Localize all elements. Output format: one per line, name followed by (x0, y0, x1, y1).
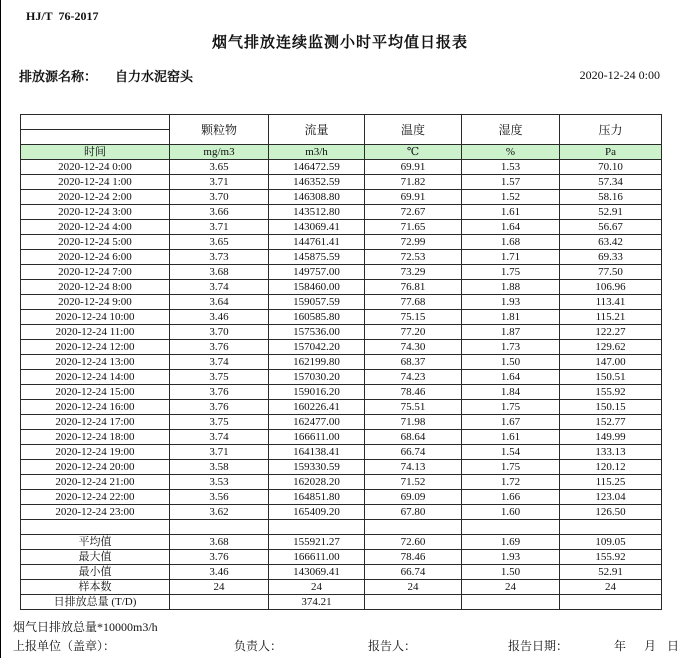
report-table (20, 114, 662, 610)
time-header-cell: 时间 (21, 145, 170, 160)
row-time-cell: 2020-12-24 9:00 (21, 295, 170, 310)
unit-header-cell: mg/m3 (170, 145, 269, 160)
row-value-cell: 3.76 (170, 400, 269, 415)
table-header (21, 115, 662, 160)
summary-value-cell: 3.68 (170, 535, 269, 550)
row-value-cell: 1.71 (462, 250, 560, 265)
row-time-cell: 2020-12-24 3:00 (21, 205, 170, 220)
table-row (21, 205, 662, 220)
table-row (21, 415, 662, 430)
summary-label-cell: 最小值 (21, 565, 170, 580)
corner-cell-top (21, 115, 170, 130)
pollutant-header-row (21, 115, 662, 130)
pollutant-header-cell: 颗粒物 (170, 115, 269, 145)
row-value-cell: 68.37 (365, 355, 462, 370)
row-value-cell: 67.80 (365, 505, 462, 520)
summary-label-cell: 样本数 (21, 580, 170, 595)
spacer-row (21, 520, 662, 535)
row-time-cell: 2020-12-24 22:00 (21, 490, 170, 505)
row-value-cell: 1.66 (462, 490, 560, 505)
row-value-cell: 56.67 (560, 220, 662, 235)
row-value-cell: 160226.41 (269, 400, 365, 415)
row-value-cell: 162199.80 (269, 355, 365, 370)
row-value-cell: 157030.20 (269, 370, 365, 385)
standard-code: HJ/T 76-2017 (26, 9, 99, 23)
row-value-cell: 57.34 (560, 175, 662, 190)
summary-label-cell: 平均值 (21, 535, 170, 550)
row-value-cell: 75.51 (365, 400, 462, 415)
row-value-cell: 122.27 (560, 325, 662, 340)
row-value-cell: 1.68 (462, 235, 560, 250)
row-value-cell: 155.92 (560, 385, 662, 400)
spacer-cell (560, 520, 662, 535)
summary-value-cell: 155.92 (560, 550, 662, 565)
row-value-cell: 3.53 (170, 475, 269, 490)
row-time-cell: 2020-12-24 5:00 (21, 235, 170, 250)
summary-value-cell: 374.21 (269, 595, 365, 610)
row-value-cell: 3.74 (170, 280, 269, 295)
row-value-cell: 3.71 (170, 175, 269, 190)
row-time-cell: 2020-12-24 21:00 (21, 475, 170, 490)
row-value-cell: 71.98 (365, 415, 462, 430)
row-value-cell: 123.04 (560, 490, 662, 505)
summary-value-cell: 66.74 (365, 565, 462, 580)
row-value-cell: 71.52 (365, 475, 462, 490)
row-value-cell: 1.60 (462, 505, 560, 520)
row-value-cell: 115.25 (560, 475, 662, 490)
row-time-cell: 2020-12-24 19:00 (21, 445, 170, 460)
row-value-cell: 3.75 (170, 370, 269, 385)
row-value-cell: 3.46 (170, 310, 269, 325)
row-time-cell: 2020-12-24 20:00 (21, 460, 170, 475)
day-label: 日 (667, 639, 679, 653)
summary-value-cell: 1.93 (462, 550, 560, 565)
summary-label-cell: 日排放总量 (T/D) (21, 595, 170, 610)
row-value-cell: 1.72 (462, 475, 560, 490)
row-value-cell: 150.15 (560, 400, 662, 415)
summary-value-cell: 143069.41 (269, 565, 365, 580)
summary-value-cell: 109.05 (560, 535, 662, 550)
row-time-cell: 2020-12-24 14:00 (21, 370, 170, 385)
reporter-label: 报告人： (368, 639, 417, 653)
row-value-cell: 70.10 (560, 160, 662, 175)
row-value-cell: 69.91 (365, 160, 462, 175)
row-value-cell: 1.64 (462, 220, 560, 235)
row-value-cell: 77.50 (560, 265, 662, 280)
row-value-cell: 74.23 (365, 370, 462, 385)
row-value-cell: 1.53 (462, 160, 560, 175)
summary-row (21, 550, 662, 565)
report-datetime: 2020-12-24 0:00 (579, 68, 660, 82)
summary-row (21, 595, 662, 610)
row-value-cell: 164851.80 (269, 490, 365, 505)
summary-value-cell (462, 595, 560, 610)
row-value-cell: 1.50 (462, 355, 560, 370)
pollutant-header-cell: 流量 (269, 115, 365, 145)
row-value-cell: 145875.59 (269, 250, 365, 265)
row-time-cell: 2020-12-24 8:00 (21, 280, 170, 295)
summary-row (21, 580, 662, 595)
table-row (21, 460, 662, 475)
row-value-cell: 166611.00 (269, 430, 365, 445)
year-label: 年 (614, 639, 627, 653)
table-row (21, 355, 662, 370)
summary-value-cell (170, 595, 269, 610)
row-value-cell: 3.76 (170, 385, 269, 400)
emission-source-line (19, 66, 193, 85)
row-value-cell: 1.67 (462, 415, 560, 430)
row-value-cell: 160585.80 (269, 310, 365, 325)
row-value-cell: 159057.59 (269, 295, 365, 310)
row-value-cell: 3.68 (170, 265, 269, 280)
row-value-cell: 159330.59 (269, 460, 365, 475)
summary-value-cell: 24 (365, 580, 462, 595)
row-value-cell: 165409.20 (269, 505, 365, 520)
table-row (21, 475, 662, 490)
table-row (21, 280, 662, 295)
summary-value-cell: 24 (462, 580, 560, 595)
report-date-label: 报告日期： (508, 639, 569, 653)
row-value-cell: 74.30 (365, 340, 462, 355)
row-value-cell: 158460.00 (269, 280, 365, 295)
row-value-cell: 3.70 (170, 190, 269, 205)
row-value-cell: 1.57 (462, 175, 560, 190)
row-value-cell: 149.99 (560, 430, 662, 445)
emission-source-name: 自力水泥窑头 (115, 69, 194, 84)
row-value-cell: 143069.41 (269, 220, 365, 235)
summary-value-cell: 1.69 (462, 535, 560, 550)
footer-note: 烟气日排放总量*10000m3/h (13, 620, 158, 634)
row-value-cell: 3.58 (170, 460, 269, 475)
table-row (21, 250, 662, 265)
row-value-cell: 1.52 (462, 190, 560, 205)
summary-value-cell: 24 (170, 580, 269, 595)
summary-rows (21, 520, 662, 610)
summary-value-cell: 3.76 (170, 550, 269, 565)
row-value-cell: 3.74 (170, 430, 269, 445)
row-time-cell: 2020-12-24 2:00 (21, 190, 170, 205)
row-value-cell: 3.74 (170, 355, 269, 370)
row-value-cell: 106.96 (560, 280, 662, 295)
table-row (21, 430, 662, 445)
row-value-cell: 72.53 (365, 250, 462, 265)
spacer-cell (269, 520, 365, 535)
row-value-cell: 157536.00 (269, 325, 365, 340)
summary-value-cell: 3.46 (170, 565, 269, 580)
row-value-cell: 133.13 (560, 445, 662, 460)
row-value-cell: 162477.00 (269, 415, 365, 430)
summary-value-cell (560, 595, 662, 610)
row-value-cell: 1.61 (462, 430, 560, 445)
row-value-cell: 1.54 (462, 445, 560, 460)
row-value-cell: 1.84 (462, 385, 560, 400)
summary-value-cell: 1.50 (462, 565, 560, 580)
row-time-cell: 2020-12-24 6:00 (21, 250, 170, 265)
spacer-cell (21, 520, 170, 535)
row-value-cell: 71.65 (365, 220, 462, 235)
page-title: 烟气排放连续监测小时平均值日报表 (211, 35, 468, 51)
row-time-cell: 2020-12-24 11:00 (21, 325, 170, 340)
row-value-cell: 146472.59 (269, 160, 365, 175)
row-value-cell: 3.66 (170, 205, 269, 220)
row-value-cell: 71.82 (365, 175, 462, 190)
row-value-cell: 77.68 (365, 295, 462, 310)
table-row (21, 265, 662, 280)
row-value-cell: 66.74 (365, 445, 462, 460)
spacer-cell (365, 520, 462, 535)
table-row (21, 220, 662, 235)
row-value-cell: 3.64 (170, 295, 269, 310)
row-value-cell: 1.61 (462, 205, 560, 220)
summary-value-cell: 72.60 (365, 535, 462, 550)
unit-header-cell: Pa (560, 145, 662, 160)
unit-header-cell: ℃ (365, 145, 462, 160)
row-value-cell: 1.73 (462, 340, 560, 355)
row-value-cell: 146352.59 (269, 175, 365, 190)
unit-header-cell: % (462, 145, 560, 160)
row-value-cell: 1.81 (462, 310, 560, 325)
row-value-cell: 126.50 (560, 505, 662, 520)
table-row (21, 160, 662, 175)
row-time-cell: 2020-12-24 18:00 (21, 430, 170, 445)
row-value-cell: 1.87 (462, 325, 560, 340)
row-time-cell: 2020-12-24 4:00 (21, 220, 170, 235)
summary-value-cell (365, 595, 462, 610)
row-value-cell: 74.13 (365, 460, 462, 475)
row-value-cell: 3.56 (170, 490, 269, 505)
pollutant-header-cell: 湿度 (462, 115, 560, 145)
row-value-cell: 3.71 (170, 220, 269, 235)
table-row (21, 505, 662, 520)
row-time-cell: 2020-12-24 7:00 (21, 265, 170, 280)
row-value-cell: 69.09 (365, 490, 462, 505)
row-value-cell: 72.99 (365, 235, 462, 250)
row-value-cell: 68.64 (365, 430, 462, 445)
pollutant-header-cell: 压力 (560, 115, 662, 145)
summary-row (21, 535, 662, 550)
summary-value-cell: 52.91 (560, 565, 662, 580)
row-value-cell: 3.71 (170, 445, 269, 460)
emission-source-label: 排放源名称： (19, 69, 98, 84)
row-value-cell: 69.91 (365, 190, 462, 205)
row-value-cell: 3.70 (170, 325, 269, 340)
table-row (21, 445, 662, 460)
corner-cell-bottom (21, 130, 170, 145)
data-rows (21, 160, 662, 520)
row-value-cell: 164138.41 (269, 445, 365, 460)
row-value-cell: 77.20 (365, 325, 462, 340)
row-value-cell: 129.62 (560, 340, 662, 355)
row-value-cell: 1.75 (462, 460, 560, 475)
summary-row (21, 565, 662, 580)
row-value-cell: 1.64 (462, 370, 560, 385)
summary-label-cell: 最大值 (21, 550, 170, 565)
row-value-cell: 113.41 (560, 295, 662, 310)
units-header-row (21, 145, 662, 160)
row-value-cell: 52.91 (560, 205, 662, 220)
row-value-cell: 3.76 (170, 340, 269, 355)
row-value-cell: 1.88 (462, 280, 560, 295)
table-row (21, 310, 662, 325)
table-row (21, 190, 662, 205)
row-value-cell: 120.12 (560, 460, 662, 475)
month-label: 月 (644, 639, 657, 653)
row-value-cell: 149757.00 (269, 265, 365, 280)
row-value-cell: 1.75 (462, 400, 560, 415)
row-value-cell: 3.62 (170, 505, 269, 520)
table-row (21, 370, 662, 385)
row-time-cell: 2020-12-24 23:00 (21, 505, 170, 520)
summary-value-cell: 24 (269, 580, 365, 595)
table-row (21, 235, 662, 250)
row-time-cell: 2020-12-24 1:00 (21, 175, 170, 190)
pollutant-header-cell: 温度 (365, 115, 462, 145)
summary-value-cell: 155921.27 (269, 535, 365, 550)
row-time-cell: 2020-12-24 0:00 (21, 160, 170, 175)
row-value-cell: 162028.20 (269, 475, 365, 490)
row-time-cell: 2020-12-24 12:00 (21, 340, 170, 355)
row-value-cell: 1.75 (462, 265, 560, 280)
table-row (21, 340, 662, 355)
row-value-cell: 3.65 (170, 235, 269, 250)
row-value-cell: 157042.20 (269, 340, 365, 355)
row-value-cell: 63.42 (560, 235, 662, 250)
summary-value-cell: 24 (560, 580, 662, 595)
row-time-cell: 2020-12-24 16:00 (21, 400, 170, 415)
spacer-cell (462, 520, 560, 535)
table-row (21, 325, 662, 340)
row-value-cell: 72.67 (365, 205, 462, 220)
table-row (21, 490, 662, 505)
row-time-cell: 2020-12-24 15:00 (21, 385, 170, 400)
row-value-cell: 69.33 (560, 250, 662, 265)
row-value-cell: 152.77 (560, 415, 662, 430)
spacer-cell (170, 520, 269, 535)
row-time-cell: 2020-12-24 17:00 (21, 415, 170, 430)
table-row (21, 385, 662, 400)
row-value-cell: 73.29 (365, 265, 462, 280)
row-value-cell: 3.73 (170, 250, 269, 265)
row-value-cell: 3.65 (170, 160, 269, 175)
row-value-cell: 78.46 (365, 385, 462, 400)
manager-label: 负责人： (234, 639, 283, 653)
row-value-cell: 75.15 (365, 310, 462, 325)
row-value-cell: 3.75 (170, 415, 269, 430)
report-unit-label: 上报单位（盖章）： (13, 639, 116, 653)
unit-header-cell: m3/h (269, 145, 365, 160)
row-value-cell: 147.00 (560, 355, 662, 370)
table-row (21, 295, 662, 310)
row-value-cell: 76.81 (365, 280, 462, 295)
row-value-cell: 146308.80 (269, 190, 365, 205)
summary-value-cell: 78.46 (365, 550, 462, 565)
summary-value-cell: 166611.00 (269, 550, 365, 565)
row-value-cell: 150.51 (560, 370, 662, 385)
row-time-cell: 2020-12-24 13:00 (21, 355, 170, 370)
row-time-cell: 2020-12-24 10:00 (21, 310, 170, 325)
row-value-cell: 58.16 (560, 190, 662, 205)
row-value-cell: 115.21 (560, 310, 662, 325)
row-value-cell: 144761.41 (269, 235, 365, 250)
table-row (21, 400, 662, 415)
row-value-cell: 159016.20 (269, 385, 365, 400)
row-value-cell: 1.93 (462, 295, 560, 310)
table-row (21, 175, 662, 190)
row-value-cell: 143512.80 (269, 205, 365, 220)
